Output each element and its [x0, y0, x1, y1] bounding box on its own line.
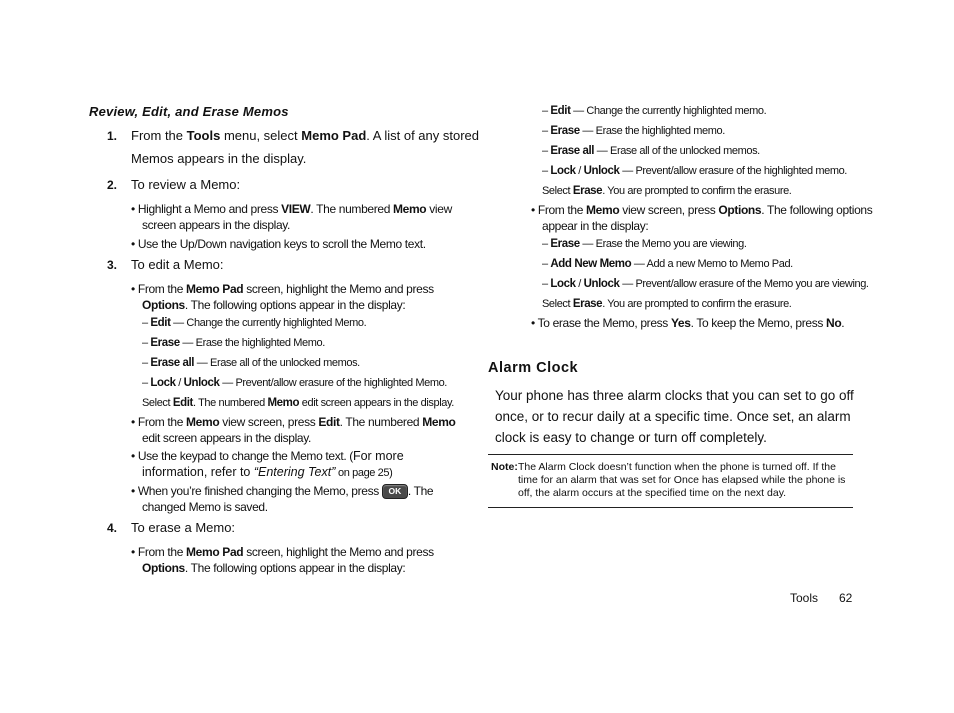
step-2-text: To review a Memo: [131, 177, 241, 192]
bullet-line: Options. The following options appear in the display: [142, 561, 406, 575]
step-number: 4. [107, 521, 118, 535]
select-line: Select Erase. You are prompted to confirm the erasure. [542, 185, 792, 197]
option-line: – Erase all — Erase all of the unlocked memos. [542, 145, 760, 157]
option-line: – Add New Memo — Add a new Memo to Memo Pad. [542, 258, 793, 270]
footer-section: Tools [790, 591, 819, 605]
bullet-line: • From the Memo view screen, press Options. The following options [531, 203, 873, 217]
bullet-line: • Use the Up/Down navigation keys to scroll the Memo text. [131, 237, 426, 251]
note-line: The Alarm Clock doesn’t function when the phone is turned off. If the [518, 461, 836, 473]
bullet-line: information, refer to “Entering Text” on page 25) [142, 465, 393, 479]
bullet-line: • Use the keypad to change the Memo text. (For more [131, 449, 404, 463]
bullet-line: edit screen appears in the display. [142, 431, 311, 445]
note-bottom-rule [488, 507, 853, 508]
bullet-line: appear in the display: [542, 219, 649, 233]
option-line: – Erase all — Erase all of the unlocked memos. [142, 357, 360, 369]
alarm-clock-heading: Alarm Clock [488, 360, 579, 376]
bullet-line: • To erase the Memo, press Yes. To keep the Memo, press No. [531, 316, 845, 330]
alarm-clock-body: Your phone has three alarm clocks that you can set to go off once, or to recur daily at a specific time. Once set, an alarm clock is easy to change or turn off completely. [495, 388, 854, 445]
option-line: – Edit — Change the currently highlighted memo. [542, 105, 767, 117]
option-line: – Lock / Unlock — Prevent/allow erasure of the highlighted memo. [542, 165, 847, 177]
step-1-line-1: From the Tools menu, select Memo Pad. A list of any stored [131, 128, 480, 143]
note-top-rule [488, 454, 853, 455]
bullet-line: screen appears in the display. [142, 218, 291, 232]
step-1-line-2: Memos appears in the display. [131, 151, 307, 166]
step-number: 3. [107, 258, 118, 272]
option-line: – Erase — Erase the highlighted Memo. [142, 337, 325, 349]
note-line: time for an alarm that was set for Once has elapsed while the phone is [518, 474, 846, 486]
select-line: Select Erase. You are prompted to confirm the erasure. [542, 298, 792, 310]
option-line: – Erase — Erase the highlighted memo. [542, 125, 725, 137]
step-3-text: To edit a Memo: [131, 257, 224, 272]
option-line: – Edit — Change the currently highlighted Memo. [142, 317, 367, 329]
step-4-text: To erase a Memo: [131, 520, 236, 535]
section-title: Review, Edit, and Erase Memos [89, 104, 289, 119]
option-line: – Lock / Unlock — Prevent/allow erasure of the Memo you are viewing. [542, 278, 869, 290]
select-line: Select Edit. The numbered Memo edit screen appears in the display. [142, 397, 454, 409]
note-label: Note: [491, 461, 518, 473]
option-line: – Lock / Unlock — Prevent/allow erasure of the highlighted Memo. [142, 377, 447, 389]
step-number: 2. [107, 178, 118, 192]
bullet-line: • When you’re finished changing the Memo, press OK . The [131, 484, 434, 498]
bullet-line: Options. The following options appear in the display: [142, 298, 406, 312]
option-line: – Erase — Erase the Memo you are viewing. [542, 238, 747, 250]
bullet-line: • From the Memo Pad screen, highlight the Memo and press [131, 545, 434, 559]
bullet-line: changed Memo is saved. [142, 500, 268, 514]
page-number: 62 [839, 591, 853, 605]
step-number: 1. [107, 129, 118, 143]
bullet-line: • From the Memo Pad screen, highlight the Memo and press [131, 282, 434, 296]
bullet-line: • From the Memo view screen, press Edit. The numbered Memo [131, 415, 456, 429]
note-line: off, the alarm occurs at the specified time on the next day. [518, 487, 787, 499]
bullet-line: • Highlight a Memo and press VIEW. The numbered Memo view [131, 202, 452, 216]
ok-key-icon: OK [382, 484, 408, 499]
